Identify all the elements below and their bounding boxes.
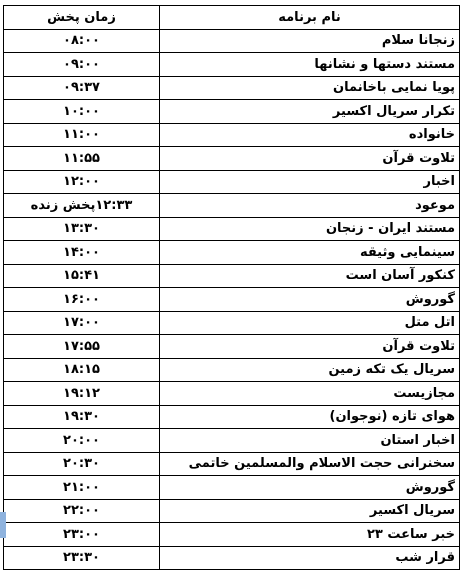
- program-name: کنکور آسان است: [160, 264, 460, 288]
- program-name: مستند ایران - زنجان: [160, 217, 460, 241]
- program-name: تلاوت قرآن: [160, 335, 460, 359]
- program-name: مجازیست: [160, 382, 460, 406]
- table-row: [4, 194, 460, 218]
- table-row: [4, 382, 460, 406]
- header-broadcast-time: زمان پخش: [4, 6, 160, 30]
- program-name: قرار شب: [160, 546, 460, 570]
- broadcast-time: ۱۶:۰۰: [4, 288, 160, 312]
- broadcast-time: ۱۷:۰۰: [4, 311, 160, 335]
- program-name: خبر ساعت ۲۳: [160, 523, 460, 547]
- broadcast-time: ۱۱:۰۰: [4, 123, 160, 147]
- table-row: [4, 147, 460, 171]
- table-row: [4, 264, 460, 288]
- broadcast-time: ۰۹:۰۰: [4, 53, 160, 77]
- program-name: اخبار: [160, 170, 460, 194]
- table-row: [4, 358, 460, 382]
- table-row: [4, 217, 460, 241]
- broadcast-time: ۱۱:۵۵: [4, 147, 160, 171]
- program-name: گوروش: [160, 476, 460, 500]
- program-name: سریال اکسیر: [160, 499, 460, 523]
- program-name: گوروش: [160, 288, 460, 312]
- broadcast-time: ۲۱:۰۰: [4, 476, 160, 500]
- table-row: [4, 170, 460, 194]
- program-name: اتل متل: [160, 311, 460, 335]
- broadcast-time: ۱۹:۳۰: [4, 405, 160, 429]
- table-row: [4, 288, 460, 312]
- program-name: تکرار سریال اکسیر: [160, 100, 460, 124]
- broadcast-time: ۱۵:۴۱: [4, 264, 160, 288]
- program-name: سینمایی وثیقه: [160, 241, 460, 265]
- broadcast-time: ۲۰:۰۰: [4, 429, 160, 453]
- table-row: [4, 241, 460, 265]
- program-name: سخنرانی حجت الاسلام والمسلمین خاتمی: [160, 452, 460, 476]
- table-row: [4, 335, 460, 359]
- broadcast-time: ۲۲:۰۰: [4, 499, 160, 523]
- table-row: [4, 53, 460, 77]
- broadcast-time: ۱۸:۱۵: [4, 358, 160, 382]
- program-name: هوای تازه (نوجوان): [160, 405, 460, 429]
- table-row: [4, 311, 460, 335]
- broadcast-time: ۲۰:۳۰: [4, 452, 160, 476]
- broadcast-time: ۱۴:۰۰: [4, 241, 160, 265]
- table-row: [4, 76, 460, 100]
- program-name: خانواده: [160, 123, 460, 147]
- broadcast-time: ۰۹:۳۷: [4, 76, 160, 100]
- program-name: پویا نمایی باخانمان: [160, 76, 460, 100]
- program-name: زنجانا سلام: [160, 29, 460, 53]
- table-row: [4, 452, 460, 476]
- table-row: [4, 29, 460, 53]
- header-program-name: نام برنامه: [160, 6, 460, 30]
- header-row: [4, 6, 460, 30]
- broadcast-time: ۱۹:۱۲: [4, 382, 160, 406]
- broadcast-time: ۱۳:۳۰: [4, 217, 160, 241]
- table-row: [4, 100, 460, 124]
- broadcast-time: ۲۳:۰۰: [4, 523, 160, 547]
- broadcast-time: ۰۸:۰۰: [4, 29, 160, 53]
- broadcast-time: ۱۲:۳۳پخش زنده: [4, 194, 160, 218]
- table-row: [4, 123, 460, 147]
- broadcast-time: ۱۷:۵۵: [4, 335, 160, 359]
- table-row: [4, 523, 460, 547]
- selection-edge-marker: [0, 512, 6, 538]
- broadcast-time: ۲۳:۳۰: [4, 546, 160, 570]
- broadcast-time: ۱۲:۰۰: [4, 170, 160, 194]
- schedule-table: [3, 5, 460, 570]
- table-row: [4, 429, 460, 453]
- table-row: [4, 405, 460, 429]
- table-row: [4, 546, 460, 570]
- broadcast-time: ۱۰:۰۰: [4, 100, 160, 124]
- program-name: مستند دستها و نشانها: [160, 53, 460, 77]
- program-name: موعود: [160, 194, 460, 218]
- schedule-rows: [4, 29, 460, 570]
- program-name: سریال یک تکه زمین: [160, 358, 460, 382]
- table-row: [4, 476, 460, 500]
- program-name: اخبار استان: [160, 429, 460, 453]
- program-name: تلاوت قرآن: [160, 147, 460, 171]
- table-row: [4, 499, 460, 523]
